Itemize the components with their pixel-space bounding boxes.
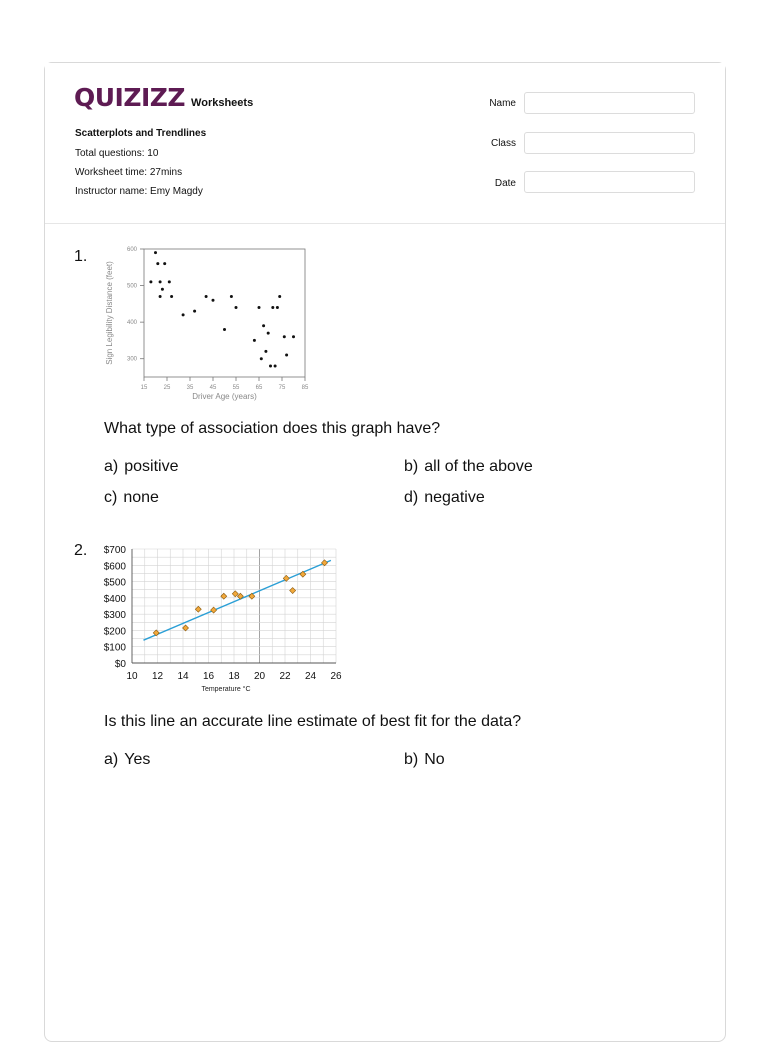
x-tick-label: 22	[279, 671, 291, 682]
data-point	[235, 306, 238, 309]
name-field[interactable]	[524, 92, 695, 114]
worksheet-title: Scatterplots and Trendlines	[75, 128, 207, 139]
data-point	[322, 560, 328, 566]
data-point	[212, 299, 215, 302]
data-point	[211, 607, 217, 613]
data-point	[274, 365, 277, 368]
logo-subtitle: Worksheets	[191, 97, 254, 109]
y-tick-label: $400	[103, 593, 126, 605]
option-text: Yes	[124, 751, 151, 768]
question-2-number: 2.	[74, 542, 88, 559]
x-tick-label: 14	[177, 671, 189, 682]
x-tick-label: 65	[255, 385, 263, 391]
question-2-scatter-chart	[96, 538, 352, 698]
class-label: Class	[490, 138, 516, 149]
data-point	[156, 262, 159, 265]
data-point	[260, 357, 263, 360]
total-questions: Total questions: 10	[75, 148, 159, 159]
x-tick-label: 85	[301, 385, 309, 391]
data-point	[230, 295, 233, 298]
data-point	[159, 280, 162, 283]
question-1-option-d[interactable]	[404, 489, 485, 507]
option-letter: b)	[404, 458, 419, 475]
y-tick-label: 300	[126, 356, 137, 363]
question-1-option-b[interactable]	[404, 458, 533, 476]
data-point	[278, 295, 281, 298]
x-tick-label: 16	[202, 671, 215, 682]
x-tick-label: 35	[186, 385, 194, 391]
x-tick-label: 45	[209, 385, 217, 391]
y-tick-label: $500	[103, 577, 126, 589]
data-point	[264, 350, 267, 353]
y-tick-label: $600	[103, 561, 126, 573]
option-text: none	[123, 489, 159, 506]
option-text: all of the above	[424, 458, 533, 475]
option-text: negative	[424, 489, 485, 506]
data-point	[168, 280, 171, 283]
x-axis-label: Temperature °C	[201, 686, 251, 693]
y-tick-label: $200	[103, 626, 126, 638]
y-axis-label: Sign Legibility Distance (feet)	[105, 261, 114, 365]
plot-frame	[144, 249, 305, 377]
instructor-name: Instructor name: Emy Magdy	[75, 186, 203, 197]
question-1-text: What type of association does this graph have?	[104, 420, 441, 437]
logo-text: QUIZIZZ	[74, 83, 186, 112]
data-point	[285, 354, 288, 357]
x-tick-label: 25	[163, 385, 171, 391]
name-label: Name	[489, 98, 516, 109]
x-tick-label: 10	[126, 671, 138, 682]
x-tick-label: 18	[228, 671, 240, 682]
data-point	[276, 306, 279, 309]
data-point	[159, 295, 162, 298]
question-2-option-b[interactable]	[404, 751, 445, 769]
data-point	[249, 593, 255, 599]
data-point	[269, 365, 272, 368]
question-2-option-a[interactable]	[104, 751, 150, 769]
x-tick-label: 12	[151, 671, 164, 682]
question-1-scatter-chart	[100, 240, 320, 405]
x-tick-label: 24	[304, 671, 317, 682]
option-letter: c)	[104, 489, 118, 506]
question-1-option-a[interactable]	[104, 458, 178, 476]
option-letter: a)	[104, 751, 119, 768]
data-point	[290, 588, 296, 594]
date-label: Date	[494, 178, 516, 189]
data-point	[205, 295, 208, 298]
data-point	[271, 306, 274, 309]
class-field[interactable]	[524, 132, 695, 154]
data-point	[161, 288, 164, 291]
y-tick-label: 600	[126, 247, 137, 253]
worksheet-time: Worksheet time: 27mins	[75, 167, 183, 178]
data-point	[262, 324, 265, 327]
data-point	[292, 335, 295, 338]
data-point	[258, 306, 261, 309]
data-point	[183, 625, 189, 631]
data-point	[283, 335, 286, 338]
y-tick-label: $300	[103, 610, 126, 622]
x-tick-label: 75	[278, 385, 286, 391]
option-text: positive	[124, 458, 179, 475]
y-tick-label: $700	[103, 545, 126, 556]
data-point	[163, 262, 166, 265]
y-tick-label: 500	[126, 283, 137, 290]
data-point	[223, 328, 226, 331]
data-point	[193, 310, 196, 313]
option-letter: a)	[104, 458, 119, 475]
x-tick-label: 20	[253, 671, 266, 682]
question-1-number: 1.	[74, 248, 88, 265]
data-point	[267, 332, 270, 335]
option-text: No	[424, 751, 445, 768]
x-tick-label: 55	[232, 385, 240, 391]
date-field[interactable]	[524, 171, 695, 193]
data-point	[195, 606, 201, 612]
data-point	[253, 339, 256, 342]
data-point	[182, 313, 185, 316]
question-1-option-c[interactable]	[104, 489, 159, 507]
y-tick-label: $0	[114, 659, 126, 670]
data-point	[154, 251, 157, 254]
data-point	[149, 280, 152, 283]
y-tick-label: $100	[103, 642, 126, 654]
quizizz-logo	[74, 83, 253, 112]
data-point	[170, 295, 173, 298]
worksheet-header	[45, 63, 725, 224]
option-letter: b)	[404, 751, 419, 768]
y-tick-label: 400	[126, 320, 137, 327]
x-tick-label: 26	[330, 671, 342, 682]
data-point	[221, 593, 227, 599]
option-letter: d)	[404, 489, 419, 506]
x-axis-label: Driver Age (years)	[192, 392, 257, 401]
x-tick-label: 15	[140, 385, 148, 391]
question-2-text: Is this line an accurate line estimate of best fit for the data?	[104, 713, 522, 730]
